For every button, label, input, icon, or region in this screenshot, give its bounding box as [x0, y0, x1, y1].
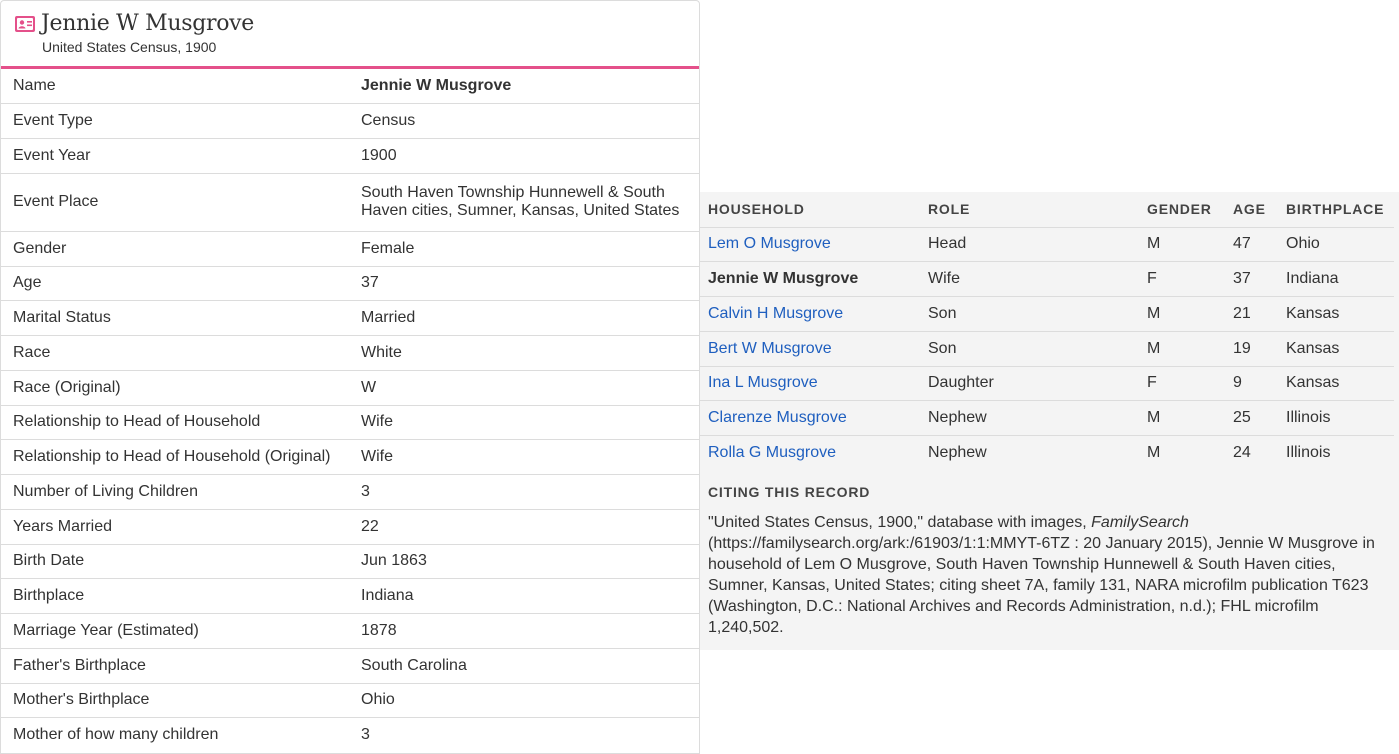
member-age: 37: [1225, 262, 1278, 297]
member-birthplace: Illinois: [1278, 436, 1394, 471]
fact-label: Event Year: [1, 139, 349, 174]
member-name-link[interactable]: Calvin H Musgrove: [708, 304, 844, 322]
member-gender: F: [1139, 366, 1225, 401]
record-title-row: [14, 11, 699, 36]
fact-row: [1, 370, 699, 405]
record-header: [1, 1, 699, 69]
member-role: Daughter: [920, 366, 1139, 401]
fact-label: Name: [1, 69, 349, 104]
fact-label: Marital Status: [1, 301, 349, 336]
fact-label: Relationship to Head of Household (Original): [1, 440, 349, 475]
member-name-cell: [700, 227, 920, 262]
fact-value: Wife: [349, 405, 699, 440]
member-birthplace: Ohio: [1278, 227, 1394, 262]
fact-value: South Carolina: [349, 648, 699, 683]
person-record-icon: [14, 15, 36, 33]
fact-row: [1, 544, 699, 579]
fact-value: Jennie W Musgrove: [349, 69, 699, 104]
fact-row: [1, 336, 699, 371]
fact-value: 3: [361, 726, 370, 744]
member-role: Nephew: [920, 401, 1139, 436]
fact-label: Years Married: [1, 509, 349, 544]
fact-row: [1, 440, 699, 475]
fact-row: [1, 509, 699, 544]
member-name-cell: [700, 436, 920, 471]
household-column-header: HOUSEHOLD: [708, 201, 805, 218]
fact-label: Relationship to Head of Household: [1, 405, 349, 440]
fact-row: [1, 231, 699, 266]
member-role: Wife: [920, 262, 1139, 297]
record-facts-table: [1, 69, 699, 753]
fact-row: [1, 69, 699, 104]
fact-row: [1, 405, 699, 440]
member-age: 19: [1225, 331, 1278, 366]
fact-label: Number of Living Children: [1, 475, 349, 510]
household-row: [700, 366, 1394, 401]
fact-value: 37: [349, 266, 699, 301]
member-gender: M: [1139, 227, 1225, 262]
fact-value: Married: [349, 301, 699, 336]
member-gender: M: [1139, 331, 1225, 366]
fact-label: Mother's Birthplace: [1, 683, 349, 718]
citation-text: [708, 512, 1387, 638]
member-gender: M: [1139, 401, 1225, 436]
member-name-cell: [700, 331, 920, 366]
member-birthplace: Kansas: [1278, 331, 1394, 366]
fact-value: 1900: [349, 139, 699, 174]
member-gender: F: [1139, 262, 1225, 297]
member-birthplace: Illinois: [1278, 401, 1394, 436]
fact-label: Birth Date: [1, 544, 349, 579]
fact-row: [1, 266, 699, 301]
fact-label: Event Place: [1, 173, 349, 231]
member-role: Son: [920, 331, 1139, 366]
fact-value: South Haven Township Hunnewell & South Haven cities, Sumner, Kansas, United States: [349, 173, 699, 231]
member-name-cell: [700, 401, 920, 436]
fact-value: White: [349, 336, 699, 371]
member-role: Nephew: [920, 436, 1139, 471]
citation-heading: CITING THIS RECORD: [708, 484, 871, 501]
household-panel: [700, 192, 1399, 650]
fact-value: Indiana: [349, 579, 699, 614]
fact-value: Wife: [349, 440, 699, 475]
citation-source: FamilySearch: [1091, 514, 1189, 532]
fact-value: 22: [349, 509, 699, 544]
age-column-header: AGE: [1233, 201, 1266, 218]
household-row: [700, 297, 1394, 332]
member-name-link[interactable]: Bert W Musgrove: [708, 339, 832, 357]
member-gender: M: [1139, 436, 1225, 471]
fact-row: [1, 104, 699, 139]
fact-row: [1, 475, 699, 510]
member-name-cell: [700, 297, 920, 332]
fact-label: Birthplace: [1, 579, 349, 614]
collection-name: United States Census, 1900: [42, 39, 217, 55]
member-birthplace: Indiana: [1278, 262, 1394, 297]
household-row: [700, 227, 1394, 262]
member-name-link[interactable]: Clarenze Musgrove: [708, 409, 847, 427]
member-birthplace: Kansas: [1278, 297, 1394, 332]
household-row: [700, 436, 1394, 471]
fact-row: [1, 301, 699, 336]
fact-row: [1, 139, 699, 174]
household-header-row: [700, 192, 1394, 227]
page-title: Jennie W Musgrove: [41, 11, 255, 36]
household-row: [700, 401, 1394, 436]
fact-value: Ohio: [349, 683, 699, 718]
member-name-link[interactable]: Ina L Musgrove: [708, 374, 818, 392]
member-age: 21: [1225, 297, 1278, 332]
household-row: [700, 331, 1394, 366]
member-gender: M: [1139, 297, 1225, 332]
member-birthplace: Kansas: [1278, 366, 1394, 401]
member-age: 9: [1225, 366, 1278, 401]
fact-label: Race: [1, 336, 349, 371]
citation-text-after: (https://familysearch.org/ark:/61903/1:1:MMYT-6TZ : 20 January 2015), Jennie W Musgrove in household of Lem O Musgrove, South Haven Township Hunnewell & South Haven cities, Sumner, Kansas, United States; citing sheet 7A, family 131, NARA microfilm publication T623 (Washington, D.C.: National Archives and Records Administration, n.d.); FHL microfilm 1,240,502.: [708, 535, 1375, 637]
member-role: Son: [920, 297, 1139, 332]
current-person-name: Jennie W Musgrove: [708, 270, 859, 288]
member-name-link[interactable]: Rolla G Musgrove: [708, 444, 837, 462]
fact-value: 3: [349, 475, 699, 510]
fact-value: W: [349, 370, 699, 405]
fact-row: [1, 648, 699, 683]
fact-value: 1878: [349, 614, 699, 649]
member-name-cell: [700, 262, 920, 297]
fact-value: Census: [349, 104, 699, 139]
member-role: Head: [920, 227, 1139, 262]
member-age: 24: [1225, 436, 1278, 471]
role-column-header: ROLE: [928, 201, 971, 218]
fact-label: Gender: [1, 231, 349, 266]
member-name-link[interactable]: Lem O Musgrove: [708, 235, 831, 253]
household-row: [700, 262, 1394, 297]
fact-row: [1, 173, 699, 231]
household-table: [700, 192, 1394, 470]
fact-row: [1, 683, 699, 718]
member-age: 47: [1225, 227, 1278, 262]
fact-label: Event Type: [1, 104, 349, 139]
fact-row: [1, 614, 699, 649]
fact-label: Marriage Year (Estimated): [1, 614, 349, 649]
fact-row: [1, 579, 699, 614]
gender-column-header: GENDER: [1147, 201, 1212, 218]
fact-value: Female: [349, 231, 699, 266]
fact-label: Father's Birthplace: [1, 648, 349, 683]
fact-label: Mother of how many children: [13, 726, 219, 744]
member-age: 25: [1225, 401, 1278, 436]
fact-row: [1, 718, 699, 753]
fact-label: Age: [1, 266, 349, 301]
fact-value: Jun 1863: [349, 544, 699, 579]
member-name-cell: [700, 366, 920, 401]
citation-text-before: "United States Census, 1900," database with images,: [708, 514, 1092, 532]
birthplace-column-header: BIRTHPLACE: [1286, 201, 1385, 218]
fact-label: Race (Original): [1, 370, 349, 405]
